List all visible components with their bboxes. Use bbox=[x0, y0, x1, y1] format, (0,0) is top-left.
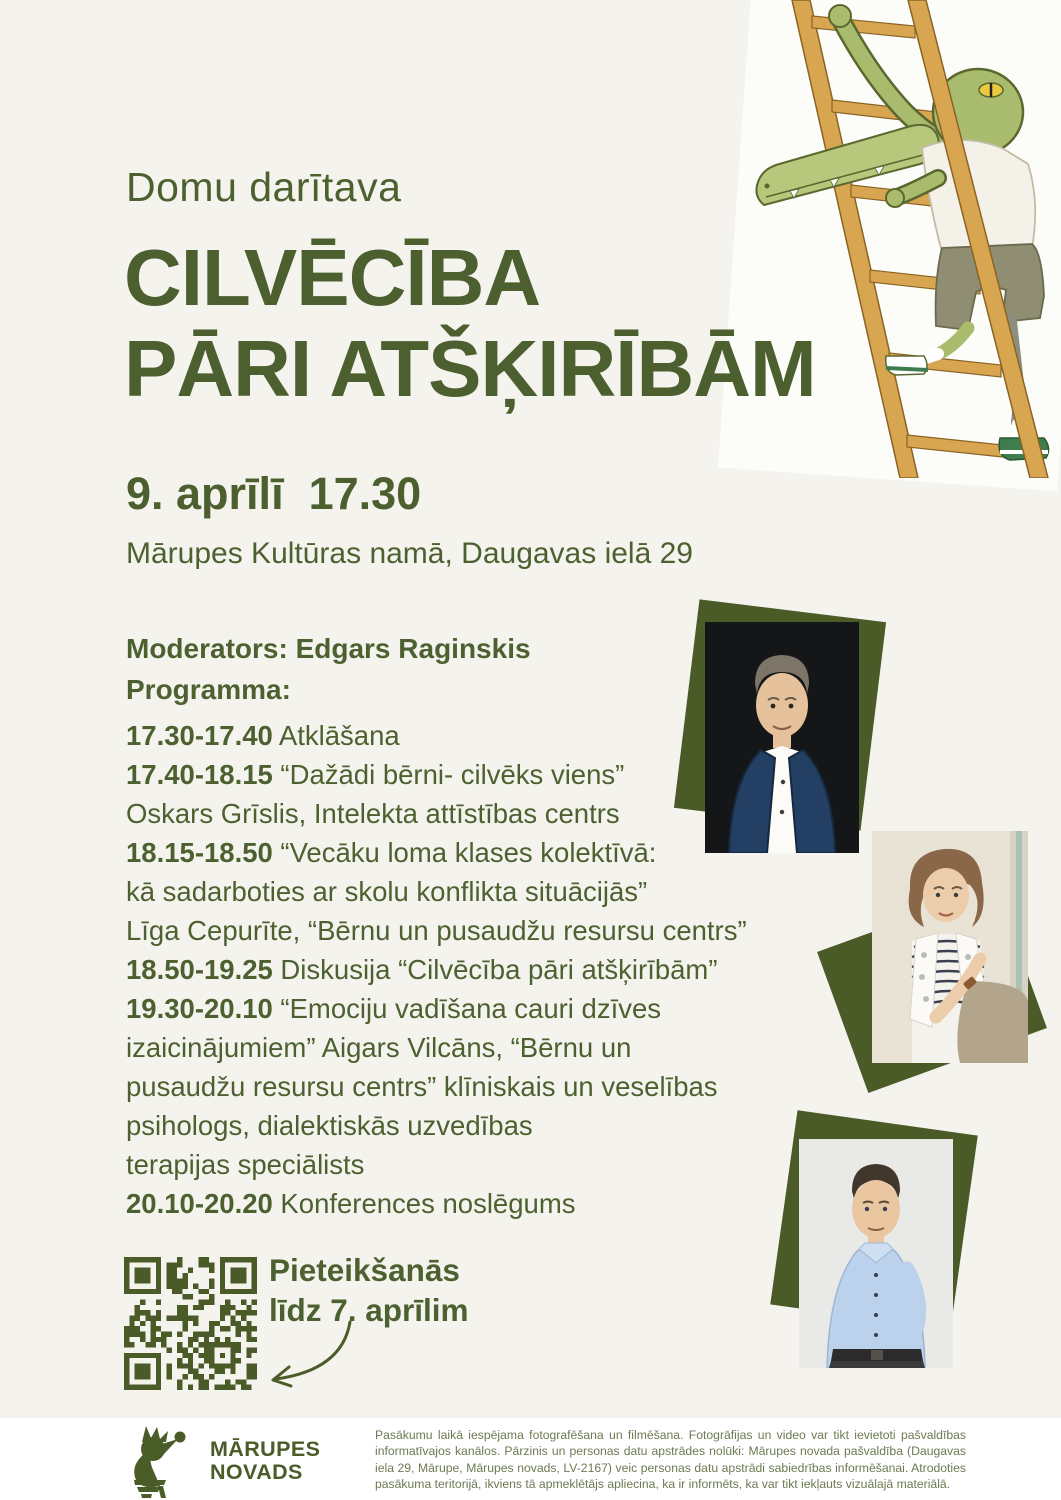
logo-text-line1: MĀRUPES bbox=[210, 1437, 321, 1461]
legal-disclaimer: Pasākumu laikā iespējama fotografēšana un filmēšana. Fotogrāfijas un video var tikt ievietoti pašvaldības informatīvajos kanālos. Pārzinis un personas datu apstrādes nolūki: Mārupes novada pašvaldība (Daugavas iela 29, Mārupe, Mārupes novads, LV-2167) veic personas datu apstrādi sabiedrības informēšanai. Atrodoties pasākuma teritorijā, ikviens tā apmeklētājs apliecina, ka ir informēts, ka var tikt iekļauts vizuālajā materiālā. bbox=[375, 1428, 966, 1491]
curved-arrow-icon bbox=[262, 1318, 357, 1396]
marupes-novads-logo-icon bbox=[122, 1424, 202, 1498]
program-text: kā sadarboties ar skolu konflikta situācijās” bbox=[126, 876, 648, 907]
program-line bbox=[126, 833, 747, 872]
program-time: 17.30-17.40 bbox=[126, 720, 273, 751]
program-text: Diskusija “Cilvēcība pāri atšķirībām” bbox=[272, 954, 718, 985]
program-schedule bbox=[126, 716, 747, 1223]
program-line bbox=[126, 1184, 747, 1223]
program-text: Atklāšana bbox=[272, 720, 400, 751]
program-text: “Dažādi bērni- cilvēks viens” bbox=[272, 759, 625, 790]
program-text: Oskars Grīslis, Intelekta attīstības centrs bbox=[126, 798, 620, 829]
event-venue: Mārupes Kultūras namā, Daugavas ielā 29 bbox=[126, 537, 693, 570]
program-text: psihologs, dialektiskās uzvedības bbox=[126, 1110, 533, 1141]
program-text: izaicinājumiem” Aigars Vilcāns, “Bērnu un bbox=[126, 1032, 632, 1063]
registration-note-line2: līdz 7. aprīlim bbox=[269, 1292, 469, 1328]
program-line bbox=[126, 755, 747, 794]
program-text: Konferences noslēgums bbox=[272, 1188, 576, 1219]
program-line bbox=[126, 872, 747, 911]
program-line bbox=[126, 716, 747, 755]
program-time: 18.50-19.25 bbox=[126, 954, 273, 985]
program-line bbox=[126, 989, 747, 1028]
program-line bbox=[126, 950, 747, 989]
speaker-portrait-2 bbox=[872, 831, 1028, 1063]
program-time: 19.30-20.10 bbox=[126, 993, 273, 1024]
speaker-portrait-1 bbox=[705, 622, 859, 853]
moderator-line: Moderators: Edgars Raginskis bbox=[126, 633, 531, 664]
program-line bbox=[126, 1067, 747, 1106]
event-series-kicker: Domu darītava bbox=[126, 164, 402, 210]
event-title-line2: PĀRI ATŠĶIRĪBĀM bbox=[124, 324, 816, 413]
program-text: pusaudžu resursu centrs” klīniskais un veselības bbox=[126, 1071, 718, 1102]
program-text: Līga Cepurīte, “Bērnu un pusaudžu resursu centrs” bbox=[126, 915, 747, 946]
program-line bbox=[126, 1028, 747, 1067]
program-line bbox=[126, 1145, 747, 1184]
logo-text-line2: NOVADS bbox=[210, 1460, 303, 1484]
program-text: terapijas speciālists bbox=[126, 1149, 365, 1180]
program-line bbox=[126, 1106, 747, 1145]
registration-note-line1: Pieteikšanās bbox=[269, 1252, 460, 1288]
program-line bbox=[126, 794, 747, 833]
event-title bbox=[124, 232, 816, 414]
registration-qr-code bbox=[124, 1257, 257, 1390]
program-time: 20.10-20.20 bbox=[126, 1188, 273, 1219]
program-time: 18.15-18.50 bbox=[126, 837, 273, 868]
program-time: 17.40-18.15 bbox=[126, 759, 273, 790]
program-heading: Programma: bbox=[126, 674, 291, 705]
program-text: “Emociju vadīšana cauri dzīves bbox=[272, 993, 662, 1024]
event-datetime: 9. aprīlī 17.30 bbox=[126, 468, 422, 519]
marupes-novads-logo-text bbox=[210, 1438, 320, 1484]
speaker-portrait-3 bbox=[799, 1139, 953, 1368]
program-text: “Vecāku loma klases kolektīvā: bbox=[272, 837, 657, 868]
program-line bbox=[126, 911, 747, 950]
event-title-line1: CILVĒCĪBA bbox=[124, 233, 541, 322]
